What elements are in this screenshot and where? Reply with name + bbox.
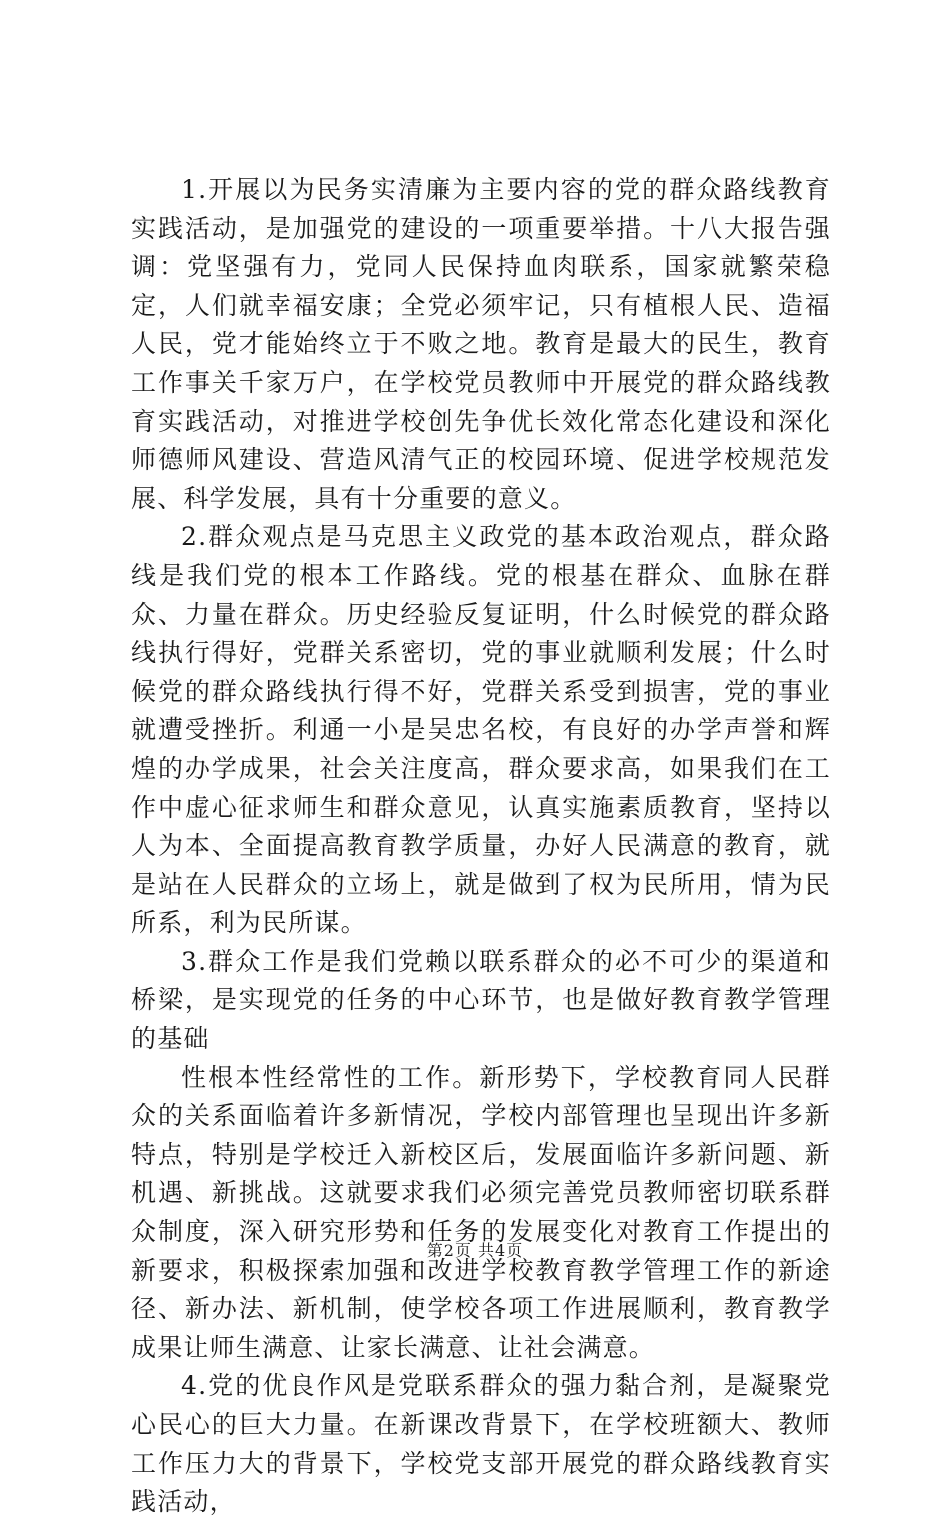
paragraph-1: 1.开展以为民务实清廉为主要内容的党的群众路线教育实践活动，是加强党的建设的一项重要举措。十八大报告强调：党坚强有力，党同人民保持血肉联系，国家就繁荣稳定，人们就幸福安康；全党必须牢记，只有植根人民、造福人民，党才能始终立于不败之地。教育是最大的民生，教育工作事关千家万户，在学校党员教师中开展党的群众路线教育实践活动，对推进学校创先争优长效化常态化建设和深化师德师风建设、营造风清气正的校园环境、促进学校规范发展、科学发展，具有十分重要的意义。 — [131, 175, 831, 513]
document-body — [131, 171, 831, 1522]
paragraph-2: 2.群众观点是马克思主义政党的基本政治观点，群众路线是我们党的根本工作路线。党的根基在群众、血脉在群众、力量在群众。历史经验反复证明，什么时候党的群众路线执行得好，党群关系密切，党的事业就顺利发展；什么时候党的群众路线执行得不好，党群关系受到损害，党的事业就遭受挫折。利通一小是吴忠名校，有良好的办学声誉和辉煌的办学成果，社会关注度高，群众要求高，如果我们在工作中虚心征求师生和群众意见，认真实施素质教育，坚持以人为本、全面提高教育教学质量，办好人民满意的教育，就是站在人民群众的立场上，就是做到了权为民所用，情为民所系，利为民所谋。 — [131, 522, 831, 938]
paragraph-4: 4.党的优良作风是党联系群众的强力黏合剂，是凝聚党心民心的巨大力量。在新课改背景下，在学校班额大、教师工作压力大的背景下，学校党支部开展党的群众路线教育实践活动， — [131, 1371, 831, 1517]
paragraph-3-continued: 性根本性经常性的工作。新形势下，学校教育同人民群众的关系面临着许多新情况，学校内部管理也呈现出许多新特点，特别是学校迁入新校区后，发展面临许多新问题、新机遇、新挑战。这就要求我们必须完善党员教师密切联系群众制度，深入研究形势和任务的发展变化对教育工作提出的新要求，积极探索加强和改进学校教育教学管理工作的新途径、新办法、新机制，使学校各项工作进展顺利，教育教学成果让师生满意、让家长满意、让社会满意。 — [131, 1062, 831, 1362]
page-number-footer: 第2页 共4页 — [426, 1241, 524, 1260]
paragraph-3: 3.群众工作是我们党赖以联系群众的必不可少的渠道和桥梁，是实现党的任务的中心环节，也是做好教育教学管理的基础 — [131, 946, 831, 1054]
